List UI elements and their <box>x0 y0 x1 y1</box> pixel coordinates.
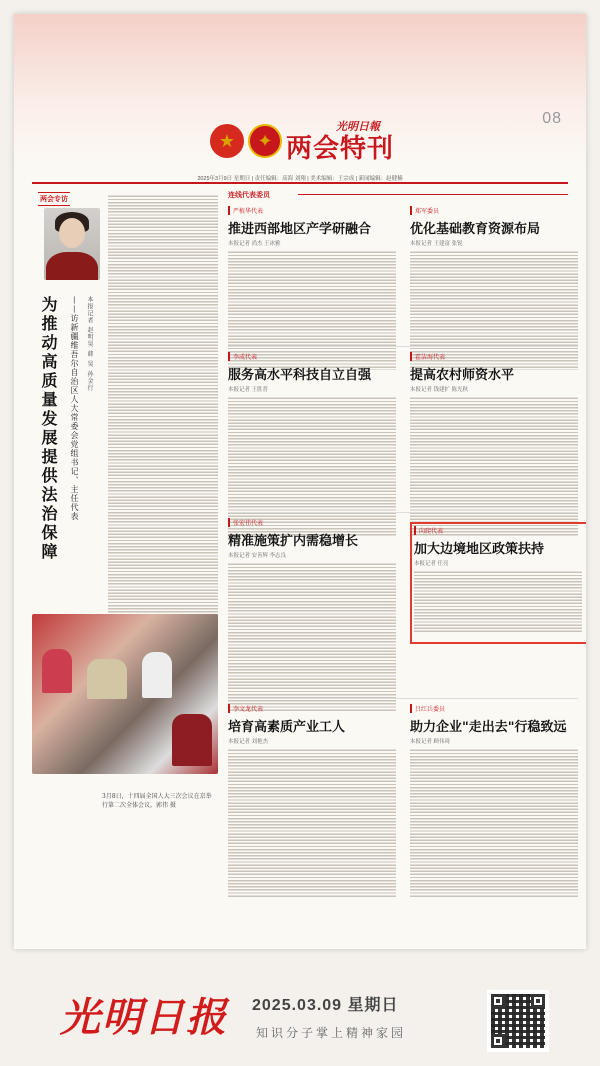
section-banner-label: 连线代表委员 <box>228 192 274 199</box>
article <box>410 352 578 536</box>
article-headline: 精准施策扩内需稳增长 <box>228 534 359 549</box>
page-number: 08 <box>542 110 562 127</box>
article-body <box>228 748 396 898</box>
interviewee-portrait <box>44 208 100 280</box>
interview-column <box>32 186 120 626</box>
footer-date: 2025.03.09 星期日 <box>252 997 399 1014</box>
article-divider <box>228 346 578 347</box>
article-byline: 本报记者 王建富 张锐 <box>410 241 463 247</box>
article-body <box>228 562 396 712</box>
article-body <box>228 396 396 536</box>
article-divider <box>228 698 578 699</box>
article-author-tag: 严植华代表 <box>228 206 396 215</box>
highlight-box <box>410 522 586 644</box>
article <box>228 518 396 712</box>
article <box>228 352 396 536</box>
interview-reporters: 本报记者 赵明昊 韩 昊 孙金行 <box>86 296 93 392</box>
article-headline: 优化基础教育资源布局 <box>410 222 541 237</box>
article-headline: 加大边境地区政策扶持 <box>414 542 545 557</box>
article-author-tag: 霍洁海代表 <box>410 352 578 361</box>
article <box>228 704 396 898</box>
article-headline: 推进西部地区产学研融合 <box>228 222 372 237</box>
article-author-tag: 张宏伟代表 <box>228 518 396 527</box>
paper-logo-small: 光明日報 <box>336 120 380 133</box>
article-byline: 本报记者 任亮 <box>414 561 449 567</box>
article <box>410 704 578 898</box>
article-body <box>410 748 578 898</box>
cppcc-emblem-icon: ✦ <box>248 124 282 158</box>
section-banner <box>228 190 568 200</box>
article-byline: 本报记者 刘艳杰 <box>228 739 269 745</box>
interview-headline: 为推动高质量发展提供法治保障 <box>39 296 58 562</box>
article-byline: 本报记者 安善辉 李志良 <box>228 553 287 559</box>
article-byline: 本报记者 钱建扩 陈光秋 <box>410 387 469 393</box>
national-emblem-icon: ★ <box>210 124 244 158</box>
plenary-photo <box>32 614 218 774</box>
article-author-tag: 吕红兵委员 <box>410 704 578 713</box>
article-headline: 助力企业"走出去"行稳致远 <box>410 720 567 735</box>
article-author-tag: 李成代表 <box>228 352 396 361</box>
footer-logo: 光明日报 <box>60 994 228 1041</box>
article-headline: 提高农村师资水平 <box>410 368 515 383</box>
article-headline: 服务高水平科技自立自强 <box>228 368 372 383</box>
article-author-tag: 李文龙代表 <box>228 704 396 713</box>
article-byline: 本报记者 尚杰 王冰雅 <box>228 241 281 247</box>
footer-slogan: 知识分子掌上精神家园 <box>256 1026 407 1040</box>
dateline: 2025年3月9日 星期日 | 责任编辑：高海 刘翔 | 美术编辑：王宗成 | 新闻编辑：赵健楠 <box>197 176 403 182</box>
photo-caption: 3月8日，十四届全国人大三次会议在京举行第二次全体会议。郭伟 摄 <box>102 793 212 809</box>
newspaper-page <box>14 14 586 949</box>
article-author-tag: 郑军委员 <box>410 206 578 215</box>
masthead-rule <box>32 182 568 184</box>
interview-subheadline: ——访新疆维吾尔自治区人大常委会党组书记、主任代表 <box>70 296 79 521</box>
qr-code-icon[interactable] <box>487 990 549 1052</box>
article-byline: 本报记者 王胜普 <box>228 387 269 393</box>
article-headline: 培育高素质产业工人 <box>228 720 346 735</box>
column-tag: 两会专访 <box>38 192 70 206</box>
article-author-tag: 向爬代表 <box>414 526 582 535</box>
article-body <box>410 396 578 536</box>
article-divider <box>228 512 578 513</box>
special-title: 两会特刊 <box>286 134 395 164</box>
article-byline: 本报记者 顾伟琦 <box>410 739 451 745</box>
